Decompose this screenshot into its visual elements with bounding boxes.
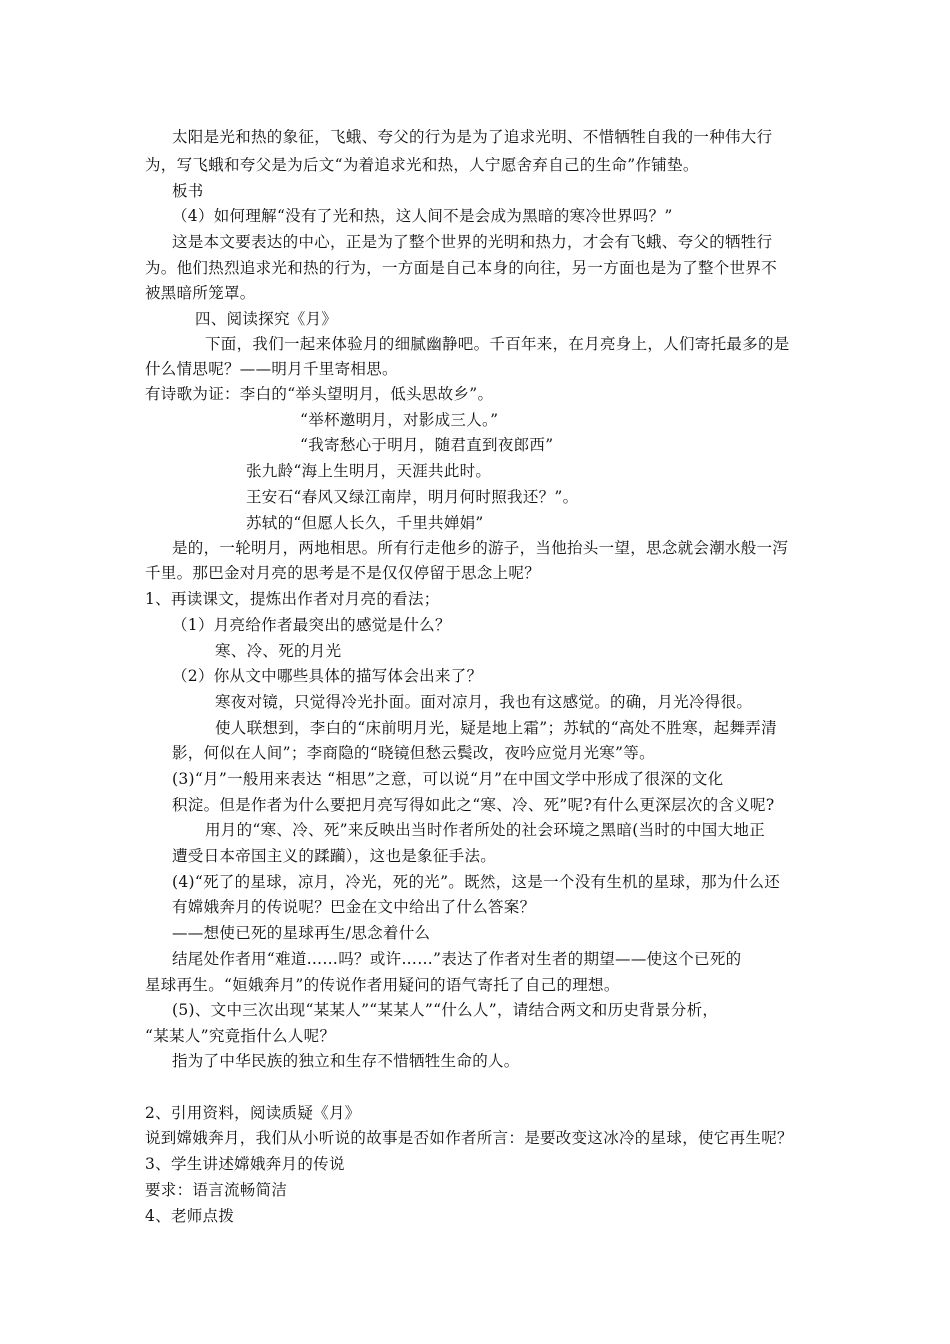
question-5-line-1: (5)、文中三次出现“某某人”“某某人”“什么人”，请结合两文和历史背景分析，: [172, 1001, 719, 1019]
section-heading-4: 四、阅读探究《月》: [195, 310, 338, 328]
question-3-line-1: (3)“月”一般用来表达 “相思”之意，可以说“月”在中国文学中形成了很深的文化: [172, 770, 724, 788]
para-center-line-2: 为。他们热烈追求光和热的行为，一方面是自己本身的向往，另一方面也是为了整个世界不: [145, 259, 778, 277]
answer-5: 指为了中华民族的独立和生存不惜牺牲生命的人。: [172, 1052, 520, 1070]
para-longing-line-1: 是的，一轮明月，两地相思。所有行走他乡的游子，当他抬头一望，思念就会潮水般一泻: [172, 539, 789, 557]
poem-sushi: 苏轼的“但愿人长久，千里共婵娟”: [246, 514, 484, 532]
item-1-heading: 1、再读课文，提炼出作者对月亮的看法；: [145, 590, 440, 608]
poem-wanganshi: 王安石“春风又绿江南岸，明月何时照我还？”。: [246, 488, 579, 506]
para-longing-line-2: 千里。那巴金对月亮的思考是不是仅仅停留于思念上呢？: [145, 564, 541, 582]
answer-3-line-2: 遭受日本帝国主义的蹂躏），这也是象征手法。: [172, 847, 497, 865]
answer-4b: ——想使已死的星球再生/思念着什么: [172, 924, 431, 942]
answer-1: 寒、冷、死的月光: [215, 642, 342, 660]
question-2: （2）你从文中哪些具体的描写体会出来了？: [172, 667, 483, 685]
poem-libai-2: “举杯邀明月，对影成三人。”: [300, 411, 499, 429]
item-2-heading: 2、引用资料，阅读质疑《月》: [145, 1104, 361, 1122]
para-moon-intro-line-2: 什么情思呢？——明月千里寄相思。: [145, 360, 398, 378]
item-3-heading: 3、学生讲述嫦娥奔月的传说: [145, 1155, 345, 1173]
answer-2-line-2: 使人联想到，李白的“床前明月光，疑是地上霜”；苏轼的“高处不胜寒，起舞弄清: [215, 719, 777, 737]
para-ending-line-2: 星球再生。“姮娥奔月”的传说作者用疑问的语气寄托了自己的理想。: [145, 976, 620, 994]
question-5-line-2: “某某人”究竟指什么人呢？: [145, 1027, 336, 1045]
poem-libai-3: “我寄愁心于明月，随君直到夜郎西”: [300, 436, 554, 454]
poem-libai-1: 有诗歌为证：李白的“举头望明月，低头思故乡”。: [145, 385, 494, 403]
item-2-text: 说到嫦娥奔月，我们从小听说的故事是否如作者所言：是要改变这冰冷的星球，使它再生呢？: [145, 1129, 793, 1147]
item-3-requirement: 要求：语言流畅简洁: [145, 1181, 288, 1199]
item-4-heading: 4、老师点拨: [145, 1207, 235, 1225]
para-ending-line-1: 结尾处作者用“难道……吗？或许……”表达了作者对生者的期望——使这个已死的: [172, 950, 742, 968]
para-sun-symbol-line-1: 太阳是光和热的象征，飞蛾、夸父的行为是为了追求光明、不惜牺牲自我的一种伟大行: [172, 128, 773, 146]
question-4b-line-1: (4)“死了的星球，凉月，冷光，死的光”。既然，这是一个没有生机的星球，那为什么还: [172, 873, 781, 891]
board-note: 板书: [172, 182, 204, 200]
question-4: （4）如何理解“没有了光和热，这人间不是会成为黑暗的寒冷世界吗？”: [172, 207, 673, 225]
para-center-line-1: 这是本文要表达的中心，正是为了整个世界的光明和热力，才会有飞蛾、夸父的牺牲行: [172, 233, 773, 251]
question-1: （1）月亮给作者最突出的感觉是什么？: [172, 616, 451, 634]
question-4b-line-2: 有嫦娥奔月的传说呢？巴金在文中给出了什么答案？: [172, 898, 536, 916]
para-moon-intro-line-1: 下面，我们一起来体验月的细腻幽静吧。千百年来，在月亮身上，人们寄托最多的是: [205, 335, 790, 353]
question-3-line-2: 积淀。但是作者为什么要把月亮写得如此之“寒、冷、死”呢?有什么更深层次的含义呢?: [172, 796, 775, 814]
poem-zhangjiuling: 张九龄“海上生明月，天涯共此时。: [246, 462, 492, 480]
answer-2-line-3: 影，何似在人间”；李商隐的“晓镜但愁云鬓改，夜吟应觉月光寒”等。: [172, 744, 655, 762]
para-sun-symbol-line-2: 为，写飞蛾和夸父是为后文“为着追求光和热，人宁愿舍弃自己的生命”作铺垫。: [145, 156, 699, 174]
para-center-line-3: 被黑暗所笼罩。: [145, 284, 256, 302]
answer-3-line-1: 用月的“寒、冷、死”来反映出当时作者所处的社会环境之黑暗(当时的中国大地正: [205, 821, 765, 839]
answer-2-line-1: 寒夜对镜，只觉得冷光扑面。面对凉月，我也有这感觉。的确，月光冷得很。: [215, 693, 753, 711]
